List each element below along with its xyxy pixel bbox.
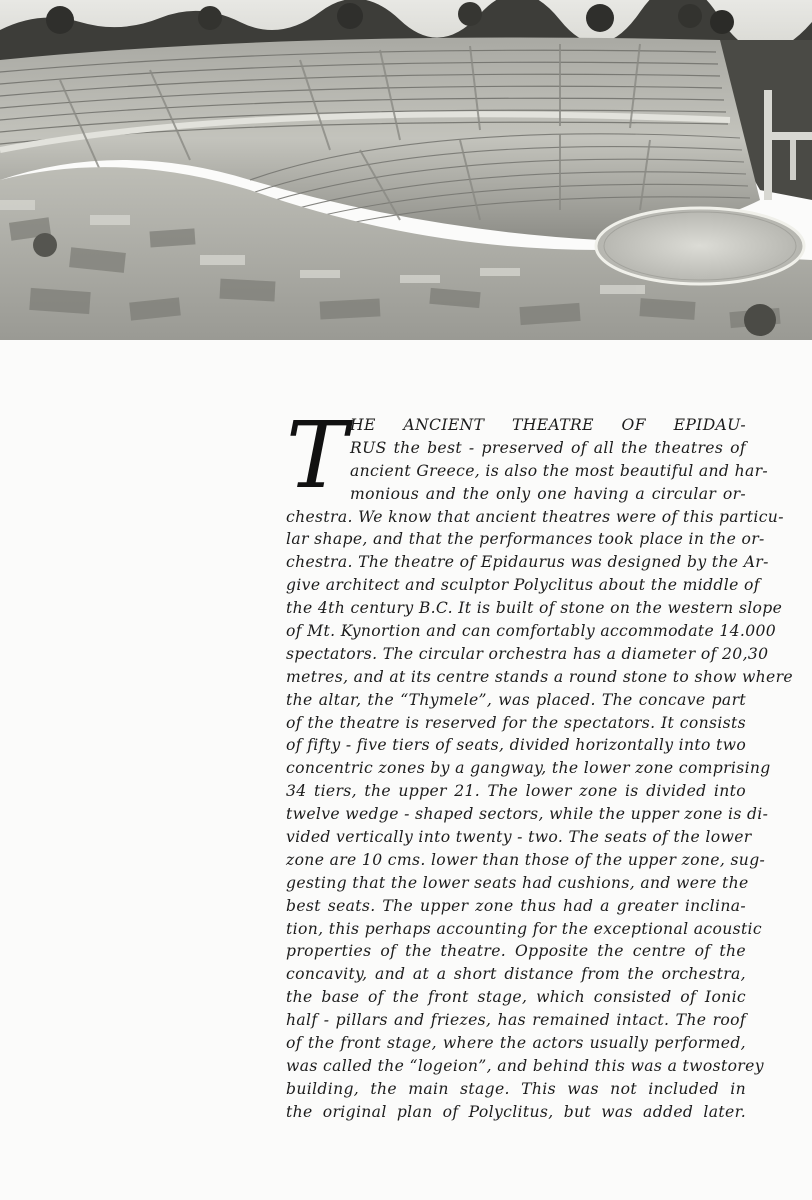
text-line: monious and the only one having a circular or- bbox=[350, 484, 746, 503]
drop-cap-letter: T bbox=[286, 402, 348, 509]
text-line: metres, and at its centre stands a round stone to show where bbox=[286, 667, 794, 686]
text-line: twelve wedge - shaped sectors, while the upper zone is di- bbox=[286, 805, 769, 824]
text-line: of the theatre is reserved for the spectators. It consists bbox=[286, 713, 746, 732]
article-body bbox=[286, 402, 794, 1124]
text-line: of the front stage, where the actors usually performed, bbox=[286, 1034, 746, 1053]
text-line: spectators. The circular orchestra has a diameter of 20,30 bbox=[286, 644, 769, 663]
text-line: the altar, the “Thymele”, was placed. The concave part bbox=[286, 690, 746, 709]
text-line: best seats. The upper zone thus had a greater inclina- bbox=[286, 896, 746, 915]
text-line: of Mt. Kynortion and can comfortably accommodate 14.000 bbox=[286, 622, 777, 641]
text-line: 34 tiers, the upper 21. The lower zone is divided into bbox=[286, 782, 746, 801]
text-line: the 4th century B.C. It is built of stone on the western slope bbox=[286, 599, 783, 618]
drop-cap-indented-lines bbox=[286, 402, 769, 509]
text-line: HE ANCIENT THEATRE OF EPIDAU- bbox=[350, 416, 746, 434]
text-line: half - pillars and friezes, has remained intact. The roof bbox=[286, 1011, 746, 1030]
text-line: chestra. We know that ancient theatres were of this particu- bbox=[286, 507, 784, 526]
text-line: concentric zones by a gangway, the lower zone comprising bbox=[286, 759, 771, 778]
text-line: was called the “logeion”, and behind this was a twostorey bbox=[286, 1056, 764, 1075]
text-line: the base of the front stage, which consisted of Ionic bbox=[286, 988, 746, 1007]
text-line: give architect and sculptor Polyclitus about the middle of bbox=[286, 576, 760, 595]
text-line: RUS the best - preserved of all the theatres of bbox=[350, 438, 746, 457]
text-line: ancient Greece, is also the most beautiful and har- bbox=[350, 461, 769, 480]
text-line: concavity, and at a short distance from the orchestra, bbox=[286, 965, 746, 984]
text-line: building, the main stage. This was not included in bbox=[286, 1079, 746, 1098]
text-line: zone are 10 cms. lower than those of the upper zone, sug- bbox=[286, 850, 766, 869]
text-line: lar shape, and that the performances took place in the or- bbox=[286, 530, 765, 549]
text-line: vided vertically into twenty - two. The seats of the lower bbox=[286, 828, 752, 847]
text-line: gesting that the lower seats had cushions, and were the bbox=[286, 873, 749, 892]
text-line: tion, this perhaps accounting for the exceptional acoustic bbox=[286, 919, 762, 938]
text-line: of fifty - five tiers of seats, divided horizontally into two bbox=[286, 736, 747, 755]
text-line: chestra. The theatre of Epidaurus was designed by the Ar- bbox=[286, 553, 769, 572]
theatre-photograph bbox=[0, 0, 812, 340]
text-line: properties of the theatre. Opposite the centre of the bbox=[286, 942, 746, 961]
theatre-photo-illustration bbox=[0, 0, 812, 340]
text-line: the original plan of Polyclitus, but was added later. bbox=[286, 1102, 746, 1121]
